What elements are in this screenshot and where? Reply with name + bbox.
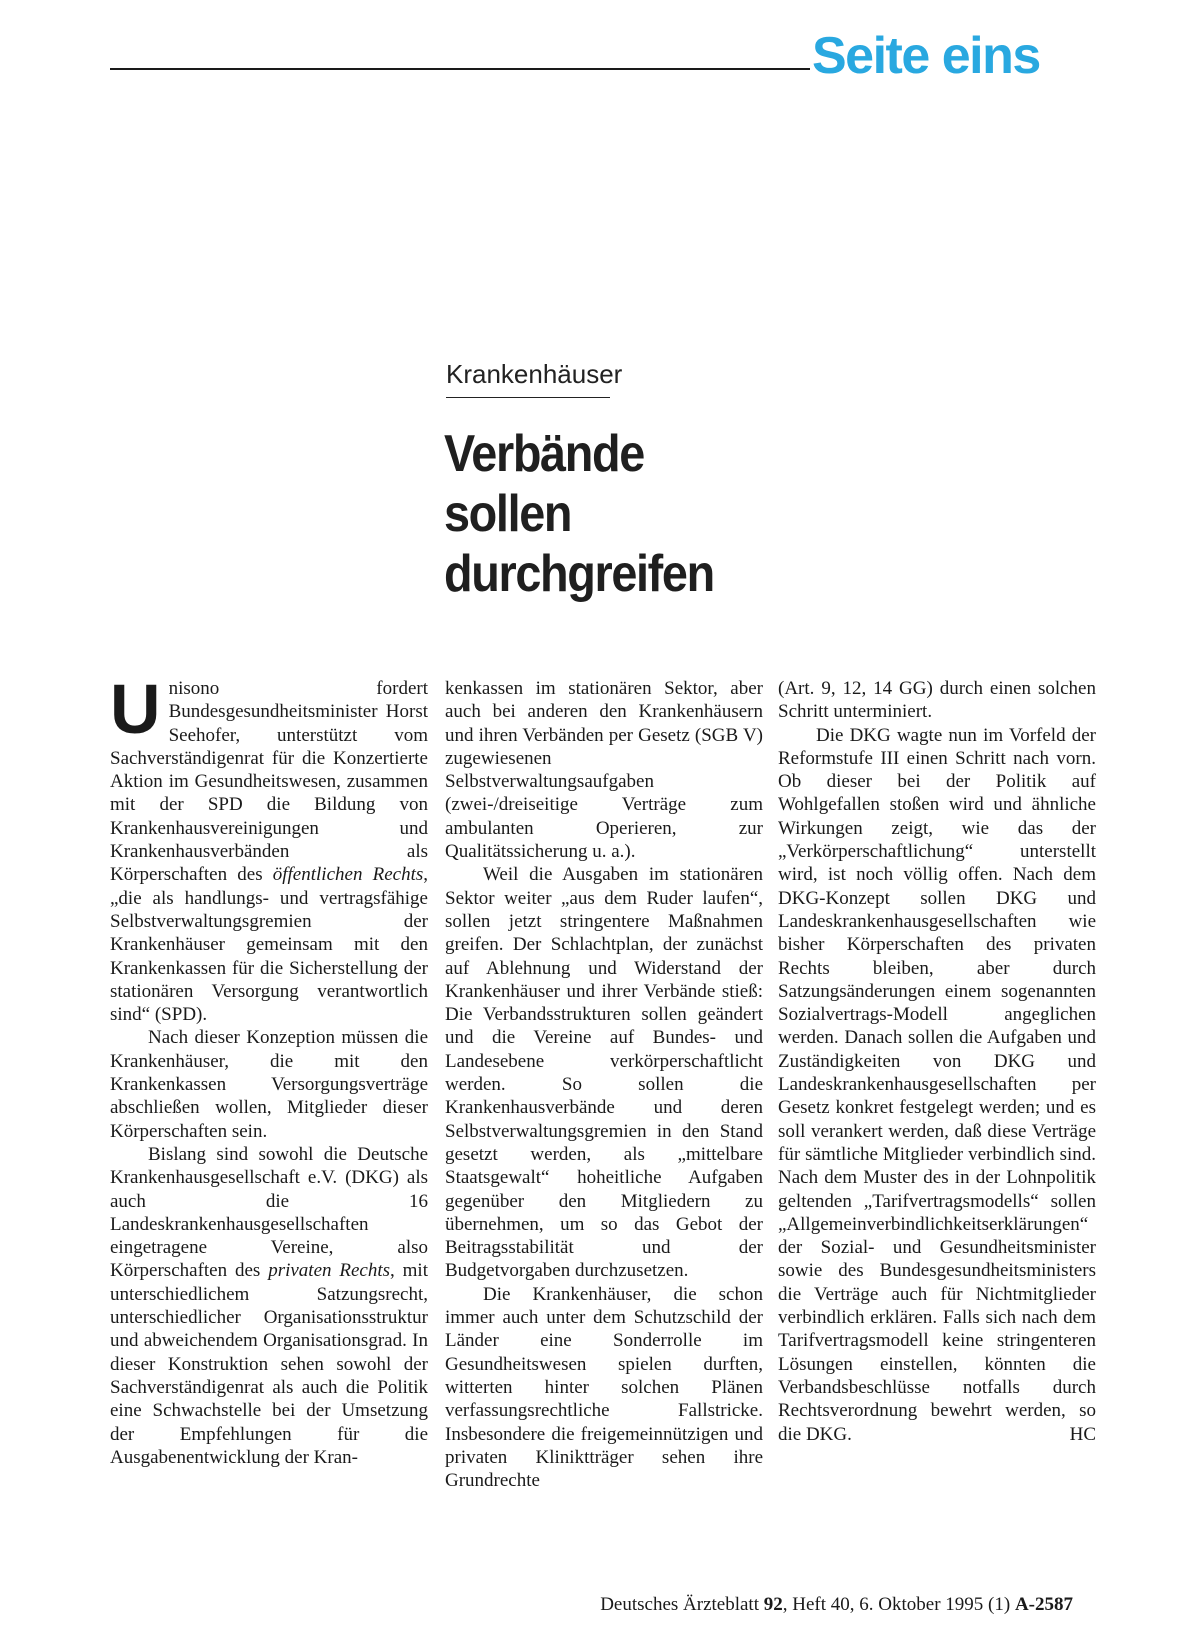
page-number: A-2587 [1014, 1594, 1073, 1615]
article-column-1 [110, 670, 428, 1469]
volume-number: 92 [763, 1594, 783, 1615]
paragraph: Nach dieser Konzeption müssen die Krankenhäuser, die mit den Krankenkassen Versorgungsverträge abschließen wollen, Mitglieder dieser Körperschaften sein. [110, 1027, 428, 1142]
article-column-2 [445, 677, 763, 1492]
paragraph: Die DKG wagte nun im Vorfeld der Reformstufe III einen Schritt nach vorn. Ob dieser bei der Politik auf Wohlgefallen stoßen wird und ähnliche Wirkungen zeigt, wie das der „Verkörperschaftlichung“ unterstellt wird, ist noch völlig offen. Nach dem DKG-Konzept sollen DKG und Landeskrankenhausgesellschaften wie bisher Körperschaften des privaten Rechts bleiben, aber durch Satzungsänderungen einem sogenannten Sozialvertrags-Modell angeglichen werden. Danach sollen die Aufgaben und Zuständigkeiten von DKG und Landeskrankenhausgesellschaften per Gesetz konkret festgelegt werden; und es soll verankert werden, daß diese Verträge für sämtliche Mitglieder verbindlich sind. Nach dem Muster des in der Lohnpolitik geltenden „Tarifvertragsmodells“ sollen „Allgemeinverbindlichkeitserklärungen“ der Sozial- und Gesundheitsminister sowie des Bundesgesundheitsministers die Verträge auch für Nichtmitglieder verbindlich erklären. Falls sich nach dem Tarifvertragsmodell keine stringenteren Lösungen einstellen, könnten die Verbandsbeschlüsse notfalls durch Rechtsverordnung bewehrt werden, so die DKG. [778, 724, 1096, 1445]
headline-line-2: sollen [444, 485, 572, 543]
page-footer [600, 1594, 1073, 1616]
headline-line-1: Verbände [444, 425, 644, 483]
paragraph: Weil die Ausgaben im stationären Sektor weiter „aus dem Ruder laufen“, sollen jetzt stringentere Maßnahmen greifen. Der Schlachtplan, der zunächst auf Ablehnung und Widerstand der Krankenhäuser und ihrer Verbände stieß: Die Verbandsstrukturen sollen geändert und die Vereine auf Bundes- und Landesebene verkörperschaftlicht werden. So sollen die Krankenhausverbände und deren Selbstverwaltungsgremien in den Stand gesetzt werden, als „mittelbare Staatsgewalt“ hoheitliche Aufgaben gegenüber den Mitgliedern zu übernehmen, um so das Gebot der Beitragsstabilität und der Budgetvorgaben durchzusetzen. [445, 864, 763, 1282]
journal-name: Deutsches Ärzteblatt [600, 1594, 764, 1615]
paragraph: (Art. 9, 12, 14 GG) durch einen solchen Schritt unterminiert. [778, 678, 1096, 723]
author-signature: HC [1069, 1423, 1096, 1445]
header-rule [110, 68, 810, 70]
drop-cap: U [110, 670, 161, 748]
headline-line-3: durchgreifen [444, 545, 714, 603]
issue-date: , Heft 40, 6. Oktober 1995 (1) [782, 1594, 1015, 1615]
section-title: Seite eins [812, 27, 1040, 85]
paragraph: Die Krankenhäuser, die schon immer auch unter dem Schutzschild der Länder eine Sonderrolle im Gesundheitswesen spielen durften, witterten hinter solchen Plänen verfassungsrechtliche Fallstricke. Insbesondere die freigemeinnützigen und privaten Kliniktträger sehen ihre Grundrechte [445, 1283, 763, 1492]
paragraph: kenkassen im stationären Sektor, aber auch bei anderen den Krankenhäusern und ihren Verbänden per Gesetz (SGB V) zugewiesenen Selbstverwaltungsaufgaben (zwei-/dreiseitige Verträge zum ambulanten Operieren, zur Qualitätssicherung u. a.). [445, 678, 763, 863]
emphasis: privaten Rechts [268, 1260, 391, 1282]
emphasis: öffentlichen Rechts [272, 864, 424, 886]
article-headline [444, 424, 864, 604]
kicker-underline [446, 397, 610, 398]
article-column-3 [778, 677, 1096, 1446]
article-kicker: Krankenhäuser [446, 359, 623, 389]
paragraph: Bislang sind sowohl die Deutsche Krankenhausgesellschaft e.V. (DKG) als auch die 16 Landeskrankenhausgesellschaften eingetragene Vereine, also Körperschaften des privaten Rechts, mit unterschiedlichem Satzungsrecht, unterschiedlicher Organisationsstruktur und abweichendem Organisationsgrad. In dieser Konstruktion sehen sowohl der Sachverständigenrat als auch die Politik eine Schwachstelle bei der Umsetzung der Empfehlungen für die Ausgabenentwicklung der Kran- [110, 1143, 428, 1468]
paragraph: Unisono fordert Bundesgesundheitsminister Horst Seehofer, unterstützt vom Sachverständigenrat für die Konzertierte Aktion im Gesundheitswesen, zusammen mit der SPD die Bildung von Krankenhausvereinigungen und Krankenhausverbänden als Körperschaften des öffentlichen Rechts, „die als handlungs- und vertragsfähige Selbstverwaltungsgremien der Krankenhäuser gemeinsam mit den Krankenkassen für die Sicherstellung der stationären Versorgung verantwortlich sind“ (SPD). [110, 670, 428, 1026]
